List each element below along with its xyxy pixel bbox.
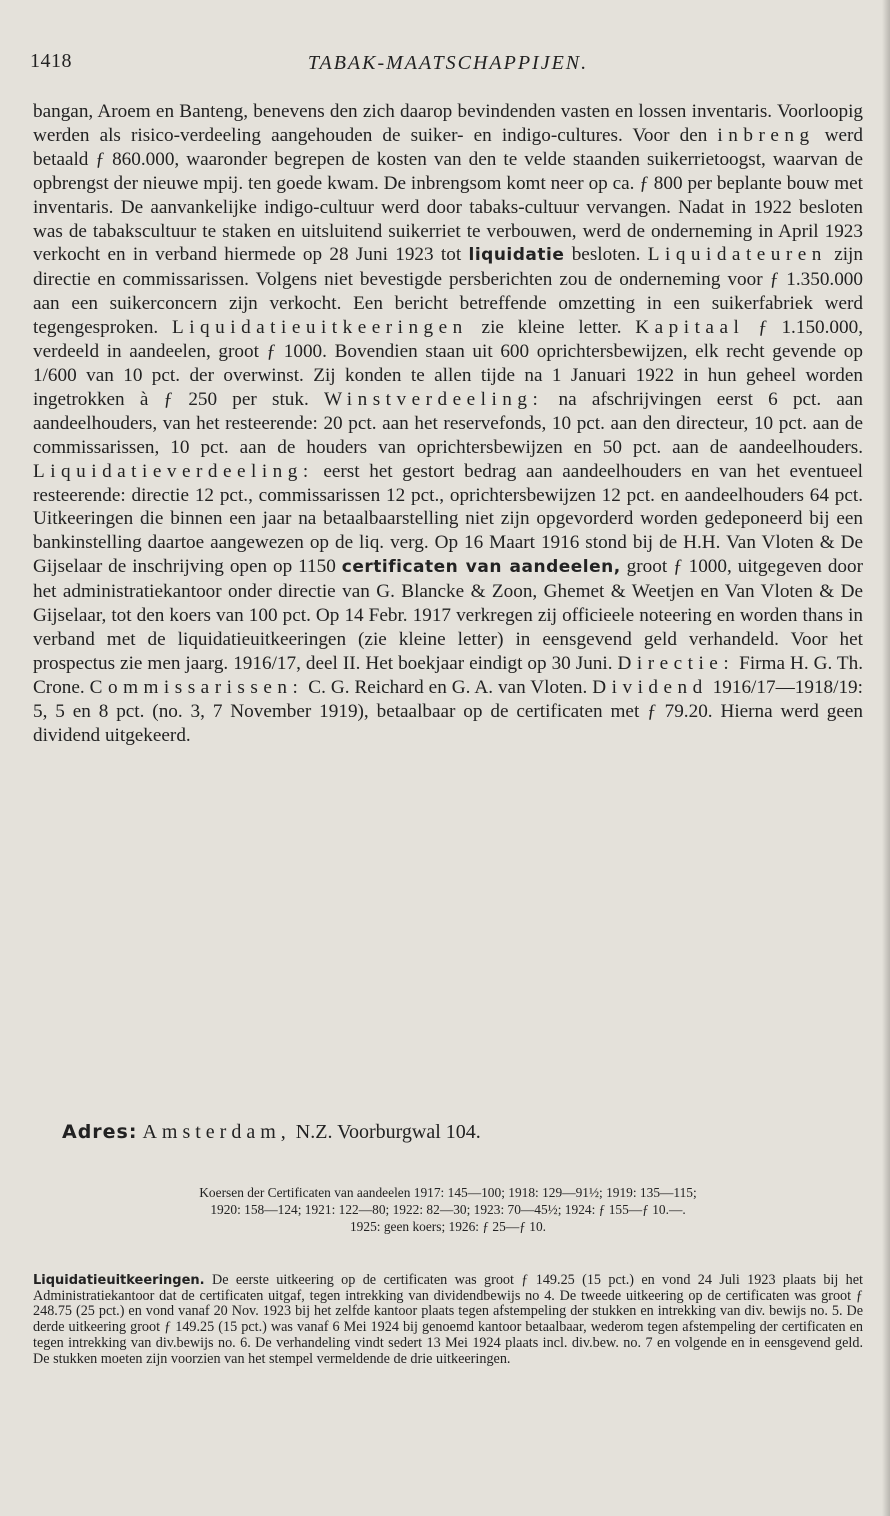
bold-term-certificaten: certificaten van aandeelen, — [341, 557, 621, 578]
main-paragraph — [33, 100, 863, 747]
text-run: eerst het gestort bedrag aan aandeelhouders en van het eventueel resteerende: directie 12 pct., commissarissen 12 pct., oprichtersbewijzen 12 pct. en aandeelhouders 64 pct. Uitkeeringen die binnen een jaar na betaalbaarstelling niet zijn opgevorderd worden gedeponeerd bij een bankinstelling daartoe aangewezen op de liq. verg. Op 16 Maart 1916 stond bij de H.H. Van Vloten & De Gijselaar de inschrijving open op 1150 — [33, 460, 863, 578]
text-run: ƒ 1.150.000, verdeeld in aandeelen, groot ƒ 1000. Bovendien staan uit 600 oprichtersbewijzen, elk recht gevende op 1/600 van 10 pct. der overwinst. Zij konden te allen tijde na 1 Januari 1922 in hun geheel worden ingetrokken à ƒ 250 per stuk. — [33, 317, 863, 410]
text-run: Firma H. G. Th. Crone. — [33, 652, 864, 698]
spaced-term-liquidatieverdeeling: Liquidatieverdeeling: — [33, 460, 314, 482]
spaced-term-liquidateuren: Liquidateuren — [647, 244, 827, 266]
price-history-line: 1925: geen koers; 1926: ƒ 25—ƒ 10. — [349, 1219, 546, 1234]
running-title: TABAK-MAATSCHAPPIJEN. — [307, 52, 589, 74]
spaced-term-winstverdeeling: Winstverdeeling: — [323, 388, 544, 410]
spaced-term-dividend: Dividend — [592, 676, 708, 698]
text-run: bangan, Aroem en Banteng, benevens den zich daarop bevindenden vasten en lossen inventaris. Voorloopig werden als risico-verdeeling aangehouden de suiker- en indigo-cultures. Voor den — [33, 101, 863, 146]
address-line — [62, 1121, 481, 1144]
address-street: N.Z. Voorburgwal 104. — [295, 1121, 481, 1143]
address-label: Adres: — [62, 1121, 138, 1143]
paragraph — [33, 100, 863, 747]
price-history-line: Koersen der Certificaten van aandeelen 1917: 145—100; 1918: 129—91½; 1919: 135—115; — [199, 1185, 697, 1200]
spaced-term-kapitaal: Kapitaal — [635, 317, 745, 339]
price-history — [33, 1184, 863, 1235]
page-edge-shadow — [882, 0, 890, 1516]
text-run: zijn directie en commissarissen. Volgens niet bevestigde persberichten zou de onderneming voor ƒ 1.350.000 aan een suikerconcern zijn verkocht. Een bericht betreffende omzetting in een suikerfabriek werd tegengesproken. — [33, 244, 863, 339]
text-run: na afschrijvingen eerst 6 pct. aan aandeelhouders, van het resteerende: 20 pct. aan het reservefonds, 10 pct. aan den directeur, 10 pct. aan de commissarissen, 10 pct. aan de houders van oprichtersbewijzen en 50 pct. aan de aandeelhouders. — [33, 388, 863, 458]
spaced-term-directie: Directie: — [617, 652, 735, 674]
bold-term-liquidatie: liquidatie — [468, 245, 565, 266]
small-note-text: De eerste uitkeering op de certificaten was groot ƒ 149.25 (15 pct.) en vond 24 Juli 1923 plaats bij het Administratiekantoor dat de certificaten uitgaf, tegen intrekking van dividendbewijs no 4. De tweede uitkeering op de certificaten was groot ƒ 248.75 (25 pct.) en vond vanaf 20 Nov. 1923 bij het zelfde kantoor plaats tegen afstempeling der stukken en intrekking van div. bewijs no. 5. De derde uitkeering groot ƒ 149.25 (15 pct.) was vanaf 6 Mei 1924 bij genoemd kantoor betaalbaar, wederom tegen afstempeling der certificaten en tegen intrekking van div.bewijs no. 6. De verhandeling vindt sedert 13 Mei 1924 plaats incl. div.bew. no. 7 en volgende en in eensgevend geld. De stukken moeten zijn voorzien van het stempel vermeldende de drie uitkeeringen. — [33, 1272, 863, 1367]
small-print-note — [33, 1273, 863, 1367]
text-run: C. G. Reichard en G. A. van Vloten. — [303, 676, 593, 698]
text-run: zie kleine letter. — [467, 317, 636, 339]
text-run: besloten. — [564, 244, 648, 266]
page-header — [30, 50, 866, 80]
price-history-line: 1920: 158—124; 1921: 122—80; 1922: 82—30; 1923: 70—45½; 1924: ƒ 155—ƒ 10.—. — [210, 1202, 686, 1217]
small-note-heading: Liquidatieuitkeeringen. — [33, 1273, 205, 1288]
spaced-term-commissarissen: Commissarissen: — [89, 676, 304, 698]
address-city: Amsterdam, — [142, 1121, 291, 1143]
text-run: groot ƒ 1000, uitgegeven door het administratiekantoor onder directie van G. Blancke & Zoon, Ghemet & Weetjen en Van Vloten & De Gijselaar, tot den koers van 100 pct. Op 14 Febr. 1917 verkregen zij officieele noteering en worden thans in verband met de liquidatieuitkeeringen (zie kleine letter) in eensgevend geld verhandeld. Voor het prospectus zie men jaarg. 1916/17, deel II. Het boekjaar eindigt op 30 Juni. — [33, 556, 863, 674]
text-run: 1916/17—1918/19: 5, 5 en 8 pct. (no. 3, 7 November 1919), betaalbaar op de certificaten met ƒ 79.20. Hierna werd geen dividend uitgekeerd. — [33, 676, 863, 746]
text-run: werd betaald ƒ 860.000, waaronder begrepen de kosten van den te velde staanden suikerrietoogst, waarvan de opbrengst der nieuwe mpij. ten goede kwam. De inbrengsom komt neer op ca. ƒ 800 per beplante bouw met inventaris. De aanvankelijke indigo-cultuur werd door tabaks-cultuur vervangen. Nadat in 1922 besloten was de tabakscultuur te staken en uitsluitend suikerriet te verbouwen, werd de onderneming in April 1923 verkocht en in verband hiermede op 28 Juni 1923 tot — [33, 124, 864, 266]
spaced-term-liquidatieuitkeeringen: Liquidatieuitkeeringen — [172, 317, 468, 339]
page-number: 1418 — [30, 50, 72, 72]
spaced-term-inbreng: inbreng — [717, 124, 815, 146]
